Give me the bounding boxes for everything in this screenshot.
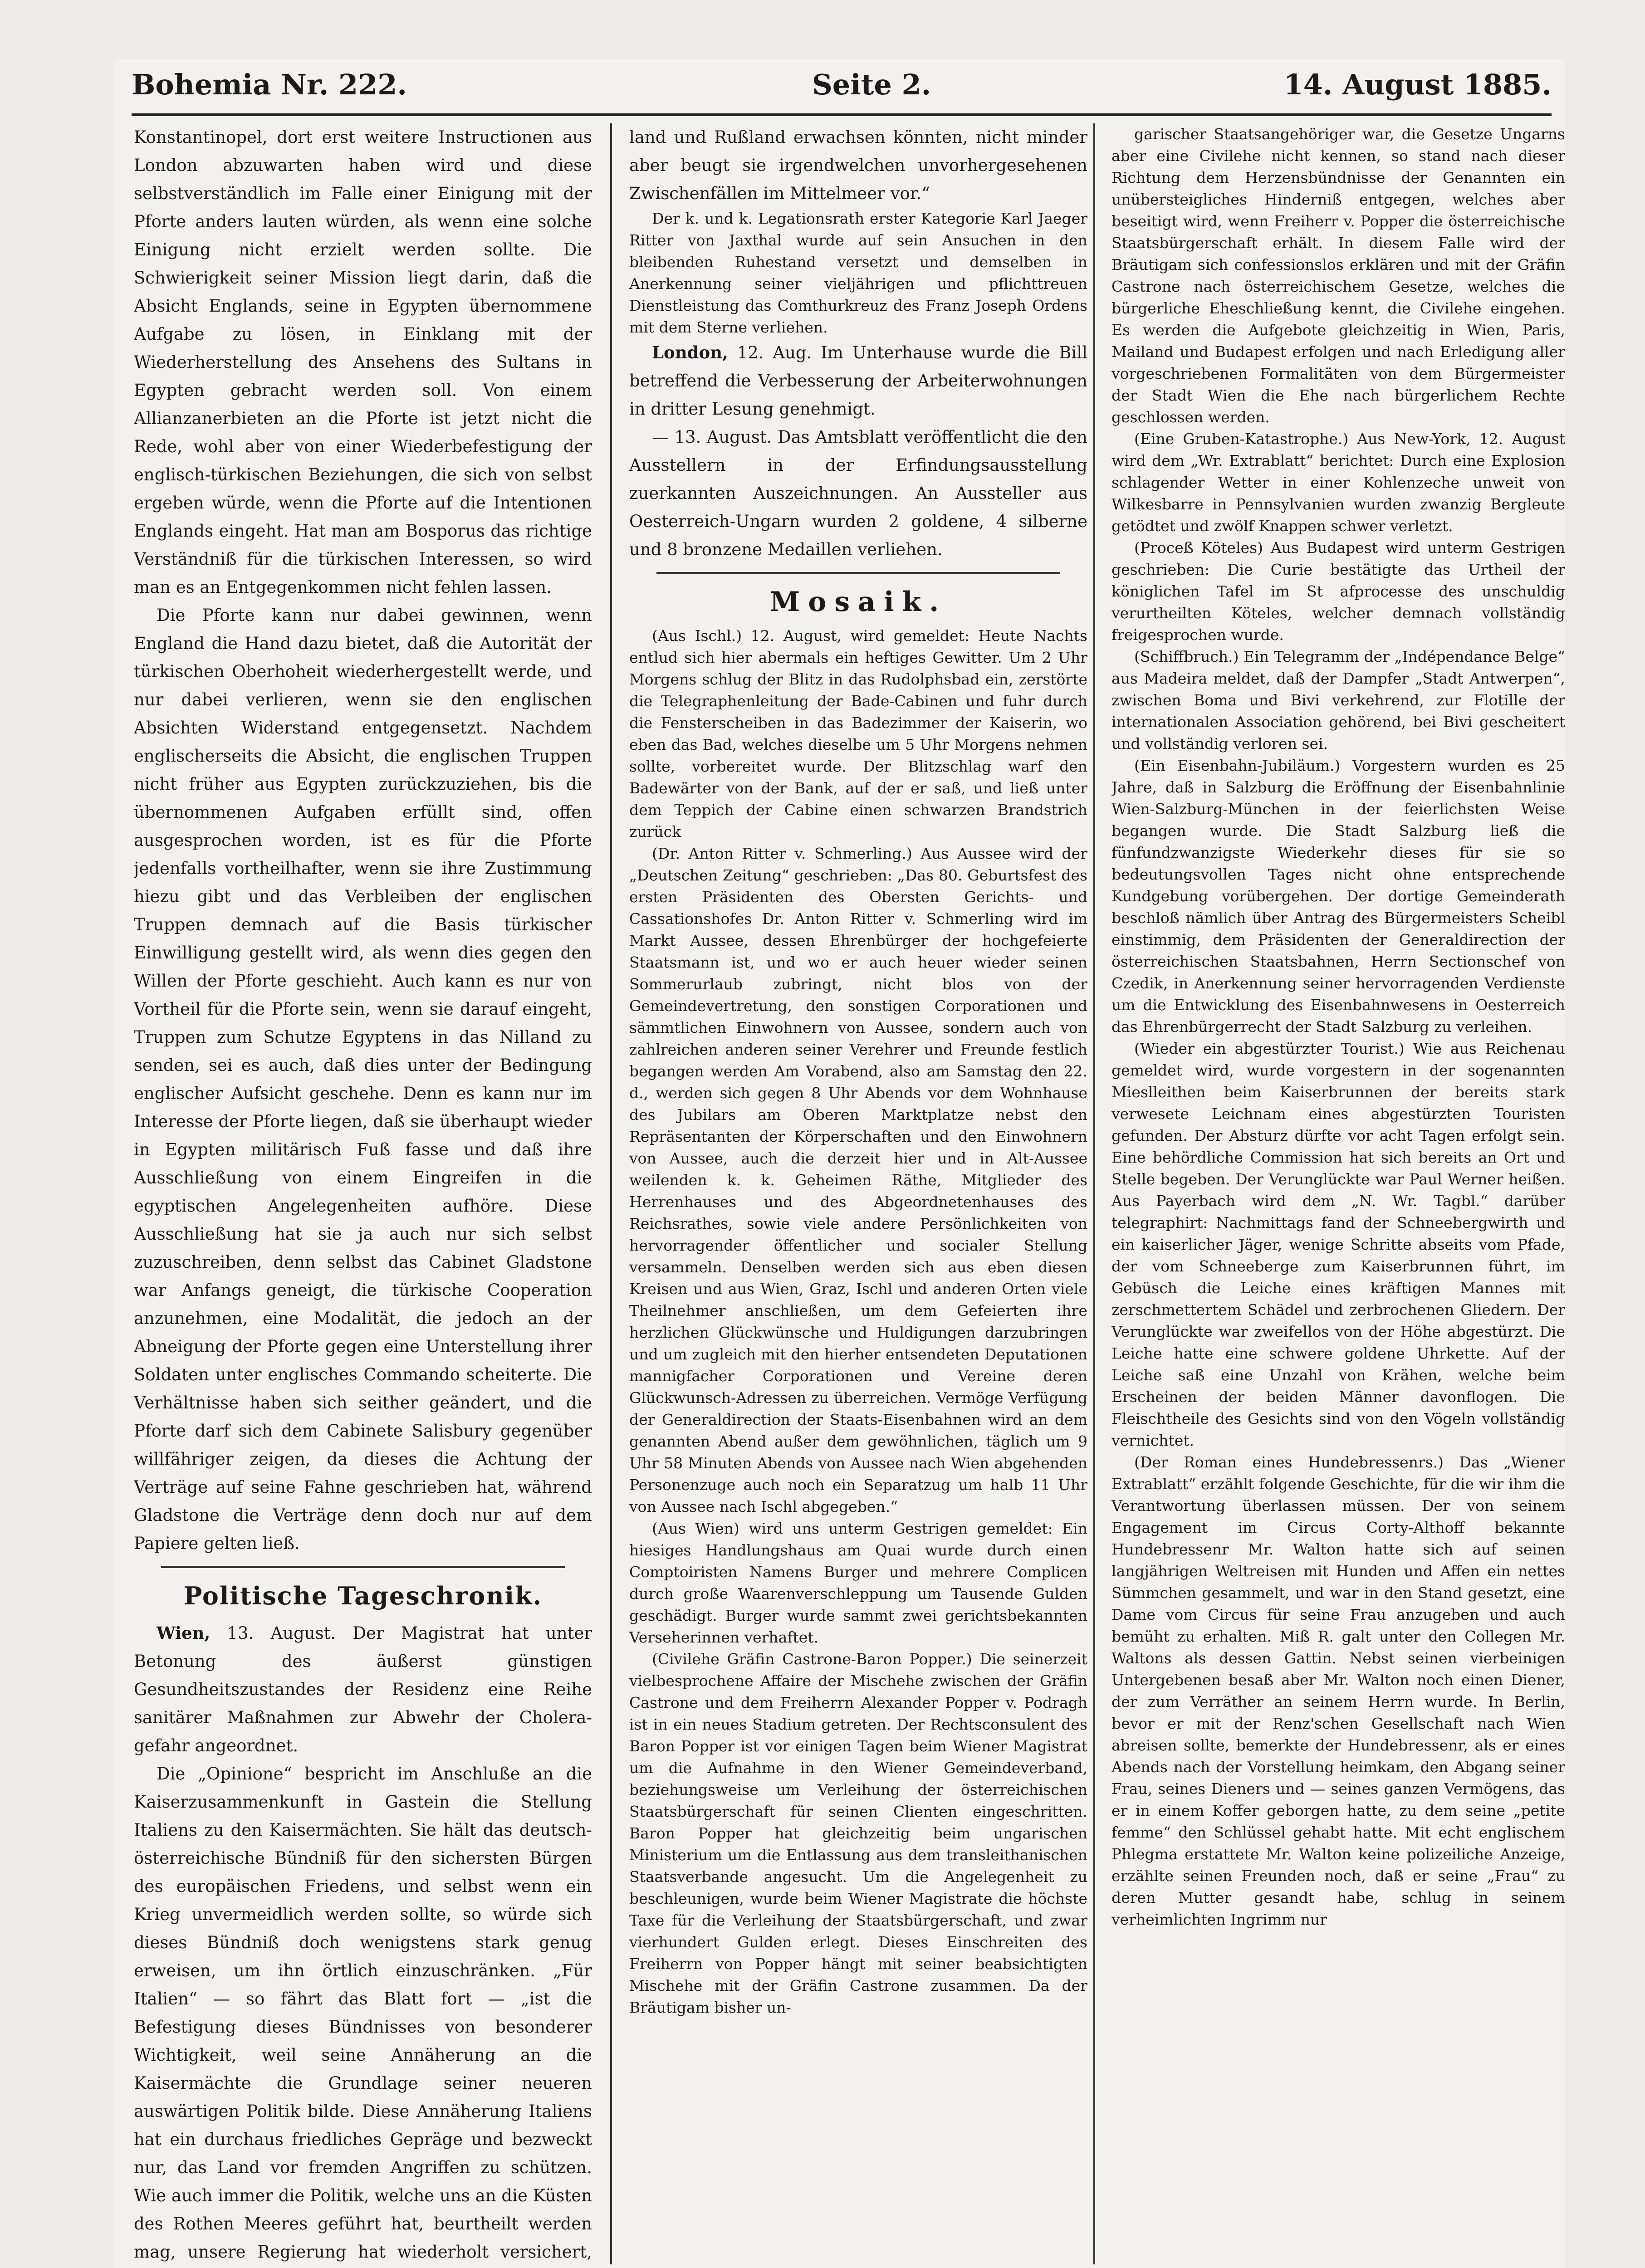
dateline: Wien, <box>157 1623 211 1643</box>
paragraph <box>134 1619 592 1760</box>
paragraph: Die „Opinione“ bespricht im Anschluße an die Kaiserzusammenkunft in Gastein die Stellung Italiens zu den Kaisermächten. Sie hält das deutsch-österreichische Bündniß für den sichersten Bürgen des europäischen Friedens, und selbst wenn ein Krieg unvermeidlich werden sollte, so würde sich dieses Bündniß doch wenigstens stark genug erweisen, um ihn örtlich einzuschränken. „Für Italien“ — so fährt das Blatt fort — „ist die Befestigung dieses Bündnisses von besonderer Wichtigkeit, weil seine Annäherung an die Kaisermächte die Grundlage seiner neueren auswärtigen Politik bilde. Diese Annäherung Italiens hat ein durchaus friedliches Gepräge und bezweckt nur, das Land vor fremden Angriffen zu schützen. Wie auch immer die Politik, welche uns an die Küsten des Rothen Meeres geführt hat, beurtheilt werden mag, unsere Regierung hat wiederholt versichert, <box>134 1764 592 2262</box>
paragraph-text: 12. Aug. Im Unterhause wurde die Bill betreffend die Verbesserung der Arbeiterwohnungen in dritter Lesung genehmigt. <box>629 343 1087 419</box>
section-rule <box>656 572 1060 574</box>
header-masthead: Bohemia Nr. 222. <box>132 68 407 101</box>
mosaik-item: (Ein Eisenbahn-Jubiläum.) Vorgestern wurden es 25 Jahre, daß in Salzburg die Eröffnung der Eisenbahnlinie Wien-Salzburg-München in der feierlichsten Weise begangen wurde. Die Stadt Salzburg ließ die fünfundzwanzigste Wiederkehr dieses für sie so bedeutungsvollen Tages nicht ohne entsprechende Kundgebung vorübergehen. Der dortige Gemeinderath beschloß nämlich über Antrag des Bürgermeisters Scheibl einstimmig, dem Präsidenten der Generaldirection der österreichischen Staatsbahnen, Herrn Sectionschef von Czedik, in Anerkennung seiner hervorragenden Verdienste um die Entwicklung des Eisenbahnwesens in Oesterreich das Ehrenbürgerrecht der Stadt Salzburg zu verleihen. <box>1111 757 1565 1036</box>
mosaik-item: (Der Roman eines Hundebressenrs.) Das „Wiener Extrablatt“ erzählt folgende Geschichte, für die wir ihm die Verantwortung überlassen müssen. Der von seinem Engagement im Circus Corty-Althoff bekannte Hundebressenr Mr. Walton hatte sich auf seinen langjährigen Weltreisen mit Hunden und Affen ein nettes Sümmchen gesammelt, und war in den Stand gesetzt, eine Dame vom Circus für seine Frau anzugeben und auch bemüht zu erhalten. Miß R. galt unter den Collegen Mr. Waltons als dessen Gattin. Nebst seinen vierbeinigen Untergebenen besaß aber Mr. Walton noch einen Diener, der zum Verräther an seinem Herrn wurde. In Berlin, bevor er mit der Renz'schen Gesellschaft nach Wien abreisen sollte, bemerkte der Hundebressenr, als er eines Abends nach der Vorstellung heimkam, den Abgang seiner Frau, seines Dieners und — seines ganzen Vermögens, das er in einem Koffer geborgen hatte, zu dem seine „petite femme“ den Schlüssel gehabt hatte. Mit echt englischem Phlegma erstattete Mr. Walton keine polizeiliche Anzeige, erzählte seinen Freunden noch, daß er seine „Frau“ zu deren Mutter gesandt habe, schlug in seinem verheimlichten Ingrimm nur <box>1111 1453 1565 1928</box>
mosaik-item: (Aus Ischl.) 12. August, wird gemeldet: Heute Nachts entlud sich hier abermals ein heftiges Gewitter. Um 2 Uhr Morgens schlug der Blitz in das Rudolphsbad ein, zerstörte die Telegraphenleitung der Bade-Cabinen und fuhr durch die Fensterscheiben in das Badezimmer der Kaiserin, wo eben das Bad, welches dieselbe um 5 Uhr Morgens nehmen sollte, vorbereitet wurde. Der Blitzschlag warf den Badewärter von der Bank, auf der er saß, und ließ unter dem Teppich der Cabine einen schwarzen Brandstrich zurück <box>629 627 1087 841</box>
paragraph: Konstantinopel, dort erst weitere Instructionen aus London abzuwarten haben wird und diese selbstverständlich im Falle einer Einigung mit der Pforte anders lauten würden, als wenn eine solche Einigung nicht erzielt werden sollte. Die Schwierigkeit seiner Mission liegt darin, daß die Absicht Englands, seine in Egypten übernommene Aufgabe zu lösen, in Einklang mit der Wiederherstellung des Ansehens des Sultans in Egypten gebracht werden soll. Von einem Allianzanerbieten an die Pforte ist jetzt nicht die Rede, wohl aber von einer Wiederbefestigung der englisch-türkischen Beziehungen, die sich von selbst ergeben würde, wenn die Pforte auf die Intentionen Englands eingeht. Hat man am Bosporus das richtige Verständniß für die türkischen Interessen, so wird man es an Entgegenkommen nicht fehlen lassen. <box>134 127 592 597</box>
header-date: 14. August 1885. <box>1283 68 1552 101</box>
column-divider <box>1093 123 1095 2264</box>
section-title-mosaik: Mosaik. <box>769 586 947 618</box>
section-title-politische-tageschronik: Politische Tageschronik. <box>183 1581 543 1610</box>
mosaik-item: garischer Staatsangehöriger war, die Gesetze Ungarns aber eine Civilehe nicht kennen, so stand nach dieser Richtung dem Herzensbündnisse der Genannten ein unübersteigliches Hinderniß entgegen, welches aber beseitigt wird, wenn Freiherr v. Popper die österreichische Staatsbürgerschaft erhält. In diesem Falle wird der Bräutigam sich confessionslos erklären und mit der Gräfin Castrone nach österreichischem Gesetze, welches die bürgerliche Eheschließung kennt, die Civilehe eingehen. Es werden die Aufgebote gleichzeitig in Wien, Paris, Mailand und Budapest erfolgen und nach Erledigung aller vorgeschriebenen Formalitäten von dem Bürgermeister der Stadt Wien die Ehe nach bürgerlichem Rechte geschlossen werden. <box>1111 125 1565 426</box>
mosaik-item: (Eine Gruben-Katastrophe.) Aus New-York, 12. August wird dem „Wr. Extrablatt“ berichtet: Durch eine Explosion schlagender Wetter in einer Kohlenzeche unweit von Wilkesbarre in Pennsylvanien wurden zwanzig Bergleute getödtet und zwölf Knappen schwer verletzt. <box>1111 430 1565 535</box>
mosaik-item: (Proceß Köteles) Aus Budapest wird unterm Gestrigen geschrieben: Die Curie bestätigte das Urtheil der königlichen Tafel im St afprocesse des unschuldig verurtheilten Köteles, welcher demnach vollständig freigesprochen wurde. <box>1111 539 1565 644</box>
column-divider <box>610 123 612 2264</box>
paragraph: — 13. August. Das Amtsblatt veröffentlicht die den Ausstellern in der Erfindungsausstellung zuerkannten Auszeichnungen. An Aussteller aus Oesterreich-Ungarn wurden 2 goldene, 4 silberne und 8 bronzene Medaillen verliehen. <box>629 427 1087 559</box>
paragraph-text: 13. August. Der Magistrat hat unter Betonung des äußerst günstigen Gesundheitszustandes der Residenz eine Reihe sanitärer Maßnahmen zur Abwehr der Cholera-gefahr angeordnet. <box>134 1623 592 1755</box>
dateline: London, <box>652 342 728 362</box>
mosaik-item: (Schiffbruch.) Ein Telegramm der „Indépendance Belge“ aus Madeira meldet, daß der Dampfer „Stadt Antwerpen“, zwischen Boma und Bivi verkehrend, zur Flotille der internationalen Association gehörend, bei Bivi gescheitert und vollständig verloren sei. <box>1111 648 1565 753</box>
paragraph <box>629 338 1087 423</box>
mosaik-items-continued <box>1111 123 1565 1931</box>
paragraph: Die Pforte kann nur dabei gewinnen, wenn England die Hand dazu bietet, daß die Autorität der türkischen Oberhoheit wiederhergestellt werde, und nur dabei verlieren, wenn sie den englischen Absichten Widerstand entgegensetzt. Nachdem englischerseits die Absicht, die englischen Truppen nicht früher aus Egypten zurückzuziehen, bis die übernommenen Aufgaben erfüllt sind, offen ausgesprochen worden, ist es für die Pforte jedenfalls vortheilhafter, wenn sie ihre Zustimmung hiezu gibt und das Verbleiben der englischen Truppen demnach auf die Basis türkischer Einwilligung gestellt wird, als wenn dies gegen den Willen der Pforte geschieht. Auch kann es nur von Vortheil für die Pforte sein, wenn sie darauf eingeht, Truppen zum Schutze Egyptens in das Nilland zu senden, sei es auch, daß dies unter der Bedingung englischer Aufsicht geschehe. Denn es kann nur im Interesse der Pforte liegen, daß sie überhaupt wieder in Egypten militärisch Fuß fasse und daß ihre Ausschließung von einem Eingreifen in die egyptischen Angelegenheiten aufhöre. Diese Ausschließung hat sie ja auch nur sich selbst zuzuschreiben, denn selbst das Cabinet Gladstone war Anfangs geneigt, die türkische Cooperation anzunehmen, eine Modalität, die jedoch an der Abneigung der Pforte gegen eine Unterstellung ihrer Soldaten unter englisches Commando scheiterte. Die Verhältnisse haben sich seither geändert, und die Pforte darf sich dem Cabinete Salisbury gegenüber willfähriger zeigen, da dieses die Achtung der Verträge auf seine Fahne geschrieben hat, während Gladstone die Verträge denn doch nur auf dem Papiere gelten ließ. <box>134 606 592 1553</box>
column-2 <box>629 123 1087 2264</box>
page-header <box>132 68 1552 118</box>
paragraph: Der k. und k. Legationsrath erster Kategorie Karl Jaeger Ritter von Jaxthal wurde auf sein Ansuchen in den bleibenden Ruhestand versetzt und demselben in Anerkennung seiner vieljährigen und pflichttreuen Dienstleistung das Comthurkreuz des Franz Joseph Ordens mit dem Sterne verliehen. <box>629 210 1087 336</box>
mosaik-item: (Wieder ein abgestürzter Tourist.) Wie aus Reichenau gemeldet wird, wurde vorgestern in der sogenannten Mieslleithen beim Kaiserbrunnen der bereits stark verwesete Leichnam eines abgestürzten Touristen gefunden. Der Absturz dürfte vor acht Tagen erfolgt sein. Eine behördliche Commission hat sich bereits an Ort und Stelle begeben. Der Verunglückte war Paul Werner heißen. Aus Payerbach wird dem „N. Wr. Tagbl.“ darüber telegraphirt: Nachmittags fand der Schneebergwirth und ein kaiserlicher Jäger, wenige Schritte abseits vom Pfade, der vom Schneeberge zum Kaiserbrunnen führt, im Gebüsch die Leiche eines kräftigen Mannes mit zerschmettertem Schädel und zerbrochenen Gliedern. Der Verunglückte war zweifellos von der Höhe abgestürzt. Die Leiche hatte eine schwere goldene Uhrkette. Auf der Leiche saß eine Unzahl von Krähen, welche beim Erscheinen der beiden Männer davonflogen. Die Fleischtheile des Gesichts sind von den Vögeln vollständig vernichtet. <box>1111 1040 1565 1449</box>
section-rule <box>161 1566 565 1568</box>
header-rule <box>132 113 1552 116</box>
mosaik-item: (Civilehe Gräfin Castrone-Baron Popper.) Die seinerzeit vielbesprochene Affaire der Mischehe zwischen der Gräfin Castrone und dem Freiherrn Alexander Popper v. Podragh ist in ein neues Stadium getreten. Der Rechtsconsulent des Baron Popper ist vor einigen Tagen beim Wiener Magistrat um die Aufnahme in den Wiener Gemeindeverband, beziehungsweise um Verleihung der österreichischen Staatsbürgerschaft für seinen Clienten eingeschritten. Baron Popper hat gleichzeitig beim ungarischen Ministerium um die Entlassung aus dem transleithanischen Staatsverbande angesucht. Um die Angelegenheit zu beschleunigen, wurde beim Wiener Magistrate die höchste Taxe für die Verleihung der Staatsbürgerschaft, und zwar vierhundert Gulden erlegt. Dieses Einschreiten des Freiherrn von Popper hängt mit seiner beabsichtigten Mischehe mit der Gräfin Castrone zusammen. Da der Bräutigam bisher un- <box>629 1650 1087 2016</box>
header-page-number: Seite 2. <box>812 68 931 101</box>
column-3 <box>1111 123 1565 2264</box>
paragraph: land und Rußland erwachsen könnten, nicht minder aber beugt sie irgendwelchen unvorhergesehenen Zwischenfällen im Mittelmeer vor.“ <box>629 127 1087 203</box>
mosaik-items <box>629 625 1087 2019</box>
column-1 <box>134 123 592 2264</box>
mosaik-item: (Aus Wien) wird uns unterm Gestrigen gemeldet: Ein hiesiges Handlungshaus am Quai wurde durch einen Comptoiristen Namens Burger und mehrere Complicen durch große Waarenverschleppung um Tausende Gulden geschädigt. Burger wurde sammt zwei gerichtsbekannten Verseherinnen verhaftet. <box>629 1520 1087 1646</box>
mosaik-item: (Dr. Anton Ritter v. Schmerling.) Aus Aussee wird der „Deutschen Zeitung“ geschrieben: „Das 80. Geburtsfest des ersten Präsidenten des Obersten Gerichts- und Cassationshofes Dr. Anton Ritter v. Schmerling wird im Markt Aussee, dessen Ehrenbürger der hochgefeierte Staatsmann ist, und wo er auch heuer wieder seinen Sommerurlaub zubringt, nicht blos von der Gemeindevertretung, den sonstigen Corporationen und sämmtlichen Einwohnern von Aussee, sondern auch von zahlreichen anderen seiner Verehrer und Freunde festlich begangen werden Am Vorabend, also am Samstag den 22. d., werden sich gegen 8 Uhr Abends vor dem Wohnhause des Jubilars am Oberen Marktplatze nebst den Repräsentanten der Körperschaften und den Einwohnern von Aussee, auch die derzeit hier und in Alt-Aussee weilenden k. k. Geheimen Räthe, Mitglieder des Herrenhauses und des Abgeordnetenhauses des Reichsrathes, sowie viele andere Persönlichkeiten von hervorragender öffentlicher und socialer Stellung versammeln. Denselben werden sich aus eben diesen Kreisen und aus Wien, Graz, Ischl und anderen Orten viele Theilnehmer anschließen, um dem Gefeierten ihre herzlichen Glückwünsche und Huldigungen darzubringen und um zugleich mit den hierher entsendeten Deputationen mannigfacher Corporationen und Vereine deren Glückwunsch-Adressen zu überreichen. Vermöge Verfügung der Generaldirection der Staats-Eisenbahnen wird an dem genannten Abend außer dem gewöhnlichen, täglich um 9 Uhr 58 Minuten Abends von Aussee nach Wien abgehenden Personenzuge auch noch ein Separatzug um halb 11 Uhr von Aussee nach Ischl abgegeben.“ <box>629 845 1087 1515</box>
small-notice <box>629 208 1087 338</box>
